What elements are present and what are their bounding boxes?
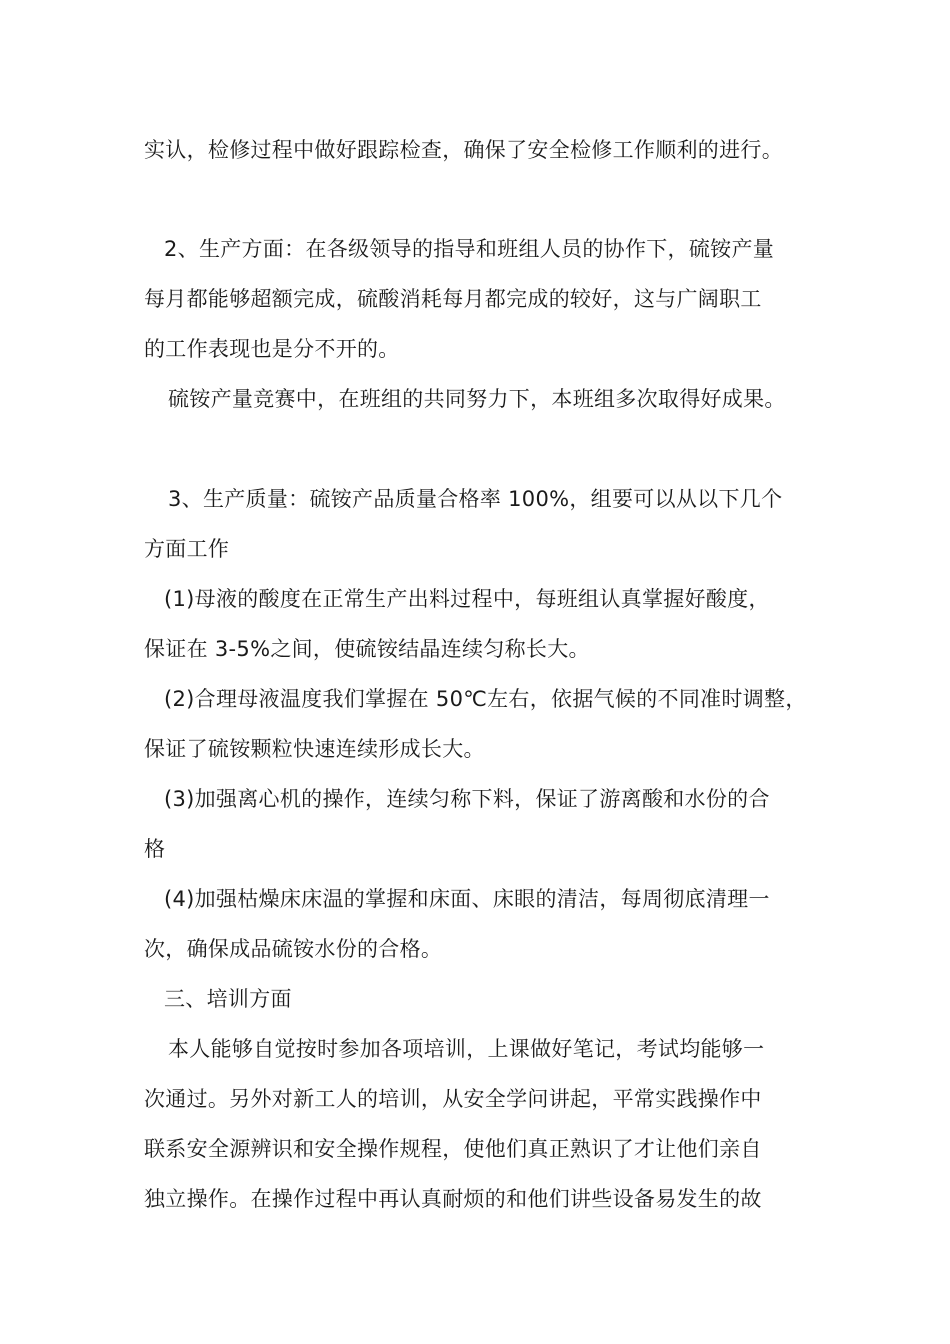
text-line: (3)加强离心机的操作，连续匀称下料，保证了游离酸和水份的合 [164, 787, 770, 811]
text-line: 联系安全源辨识和安全操作规程，使他们真正熟识了才让他们亲自 [144, 1137, 762, 1161]
text-line: 硫铵产量竞赛中，在班组的共同努力下，本班组多次取得好成果。 [168, 387, 786, 411]
text-line: (2)合理母液温度我们掌握在 50℃左右，依据气候的不同准时调整， [164, 687, 807, 711]
text-line: 保证了硫铵颗粒快速连续形成长大。 [144, 737, 485, 761]
text-line: 本人能够自觉按时参加各项培训，上课做好笔记，考试均能够一 [168, 1037, 765, 1061]
section-heading: 三、培训方面 [164, 987, 292, 1011]
text-line: 实认，检修过程中做好跟踪检查，确保了安全检修工作顺利的进行。 [144, 138, 783, 162]
text-line: 格 [144, 837, 166, 861]
text-line: 独立操作。在操作过程中再认真耐烦的和他们讲些设备易发生的故 [144, 1187, 762, 1211]
text-line: 保证在 3-5%之间，使硫铵结晶连续匀称长大。 [144, 637, 590, 661]
text-line: 3、生产质量：硫铵产品质量合格率 100%，组要可以从以下几个 [168, 487, 783, 511]
text-line: (4)加强枯燥床床温的掌握和床面、床眼的清洁，每周彻底清理一 [164, 887, 770, 911]
text-line: 次通过。另外对新工人的培训，从安全学问讲起，平常实践操作中 [144, 1087, 762, 1111]
text-line: (1)母液的酸度在正常生产出料过程中，每班组认真掌握好酸度， [164, 587, 770, 611]
text-line: 的工作表现也是分不开的。 [144, 337, 400, 361]
text-line: 次，确保成品硫铵水份的合格。 [144, 937, 443, 961]
text-line: 每月都能够超额完成，硫酸消耗每月都完成的较好，这与广阔职工 [144, 287, 762, 311]
text-line: 2、生产方面：在各级领导的指导和班组人员的协作下，硫铵产量 [164, 237, 775, 261]
text-line: 方面工作 [144, 537, 230, 561]
